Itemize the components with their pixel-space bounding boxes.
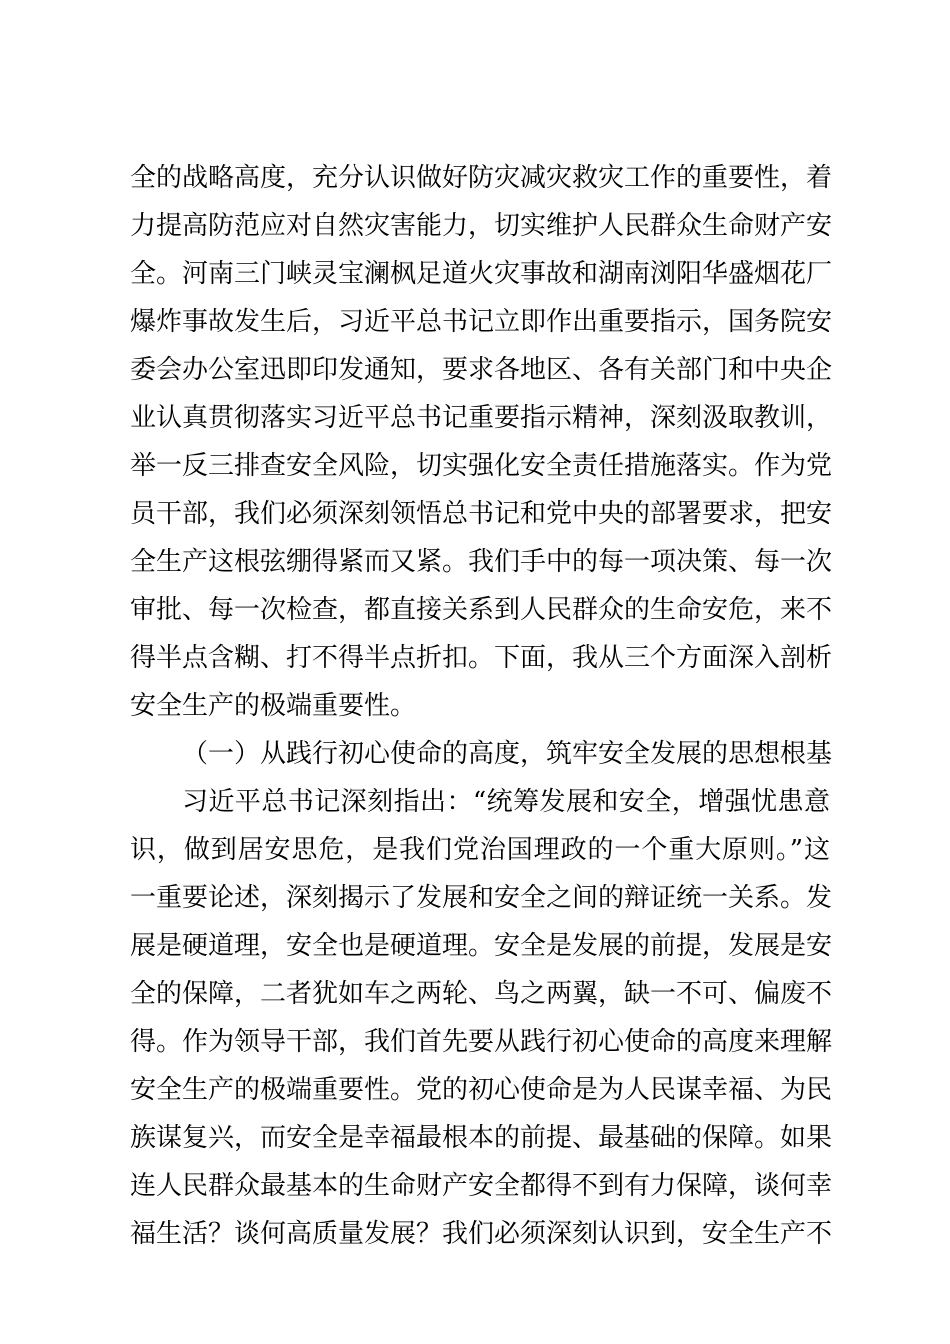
text-line: 全生产这根弦绷得紧而又紧。我们手中的每一项决策、每一次 — [130, 547, 833, 577]
text-line: 一重要论述，深刻揭示了发展和安全之间的辩证统一关系。发 — [130, 883, 833, 913]
text-line: 审批、每一次检查，都直接关系到人民群众的生命安危，来不 — [130, 595, 833, 625]
text-line: 识，做到居安思危，是我们党治国理政的一个重大原则。”这 — [130, 835, 830, 865]
text-line: 委会办公室迅即印发通知，要求各地区、各有关部门和中央企 — [130, 355, 833, 385]
text-line: 爆炸事故发生后，习近平总书记立即作出重要指示，国务院安 — [130, 307, 833, 337]
section-heading: （一）从践行初心使命的高度，筑牢安全发展的思想根基 — [182, 739, 833, 769]
text-line: 业认真贯彻落实习近平总书记重要指示精神，深刻汲取教训， — [130, 403, 833, 433]
text-line: 得半点含糊、打不得半点折扣。下面，我从三个方面深入剖析 — [130, 643, 833, 673]
text-line: 全。河南三门峡灵宝澜枫足道火灾事故和湖南浏阳华盛烟花厂 — [130, 259, 833, 289]
paragraph-first-line: 习近平总书记深刻指出：“统筹发展和安全，增强忧患意 — [182, 787, 830, 817]
text-line: 力提高防范应对自然灾害能力，切实维护人民群众生命财产安 — [130, 211, 833, 241]
text-line: 全的保障，二者犹如车之两轮、鸟之两翼，缺一不可、偏废不 — [130, 979, 833, 1009]
text-line: 员干部，我们必须深刻领悟总书记和党中央的部署要求，把安 — [130, 499, 833, 529]
text-line: 福生活？谈何高质量发展？我们必须深刻认识到，安全生产不 — [130, 1219, 833, 1249]
text-line: 举一反三排查安全风险，切实强化安全责任措施落实。作为党 — [130, 451, 833, 481]
paragraph-end-line: 安全生产的极端重要性。 — [130, 691, 417, 721]
text-line: 全的战略高度，充分认识做好防灾减灾救灾工作的重要性，着 — [130, 163, 833, 193]
text-line: 安全生产的极端重要性。党的初心使命是为人民谋幸福、为民 — [130, 1075, 833, 1105]
text-line: 连人民群众最基本的生命财产安全都得不到有力保障，谈何幸 — [130, 1171, 833, 1201]
text-line: 得。作为领导干部，我们首先要从践行初心使命的高度来理解 — [130, 1027, 833, 1057]
text-line: 展是硬道理，安全也是硬道理。安全是发展的前提，发展是安 — [130, 931, 833, 961]
text-line: 族谋复兴，而安全是幸福最根本的前提、最基础的保障。如果 — [130, 1123, 833, 1153]
